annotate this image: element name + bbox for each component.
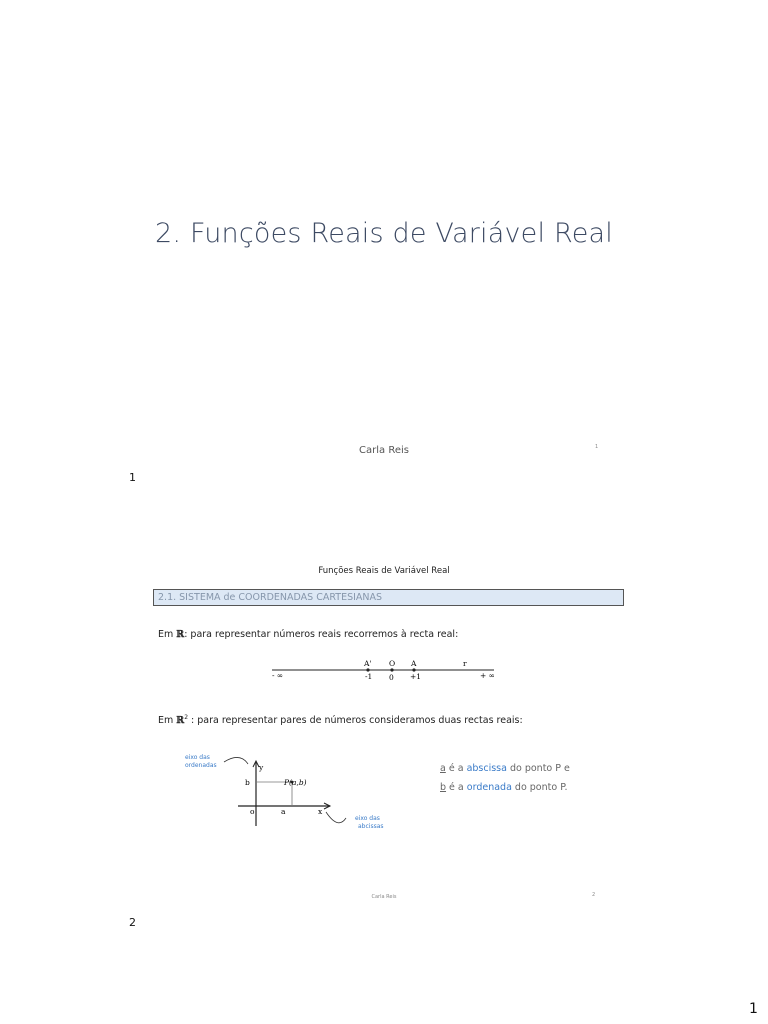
y-label: y (259, 763, 264, 772)
a-label: a (281, 807, 286, 816)
slide2-page-index: 2 (129, 916, 136, 929)
annot-abscissas-line2: abcissas (358, 823, 384, 830)
explain2-mid: é a (446, 782, 467, 793)
line-r2 (158, 714, 523, 726)
term-abscissa: abscissa (466, 763, 507, 774)
line-r-text: : para representar números reais recorremos à recta real: (184, 629, 459, 640)
annot-ordinates (185, 754, 217, 770)
explain1-mid: é a (445, 763, 467, 774)
ordinates-arrow (224, 757, 248, 764)
abscissas-arrow (326, 812, 346, 823)
slide2-header: Funções Reais de Variável Real (318, 566, 450, 576)
section-title-box (153, 589, 624, 606)
point-p-label: P(a,b) (284, 778, 307, 787)
line-r-prefix: Em (158, 629, 177, 640)
number-line (268, 656, 500, 684)
slide2-footer-author: Carla Reis (371, 894, 397, 900)
term-ordinate: ordenada (466, 782, 512, 793)
label-r: r (463, 659, 467, 668)
explain1-end: do ponto P e (506, 763, 570, 774)
origin-label: o (250, 807, 255, 816)
b-label: b (245, 778, 250, 787)
label-a-prime: A' (364, 659, 372, 668)
line-r2-text: : para representar pares de números consideramos duas rectas reais: (188, 715, 523, 727)
annot-abscissas (355, 815, 384, 831)
section-title: 2.1. SISTEMA de COORDENADAS CARTESIANAS (158, 592, 383, 603)
real-set-symbol: ℝ (176, 629, 185, 640)
slide1-number: 1 (595, 444, 599, 450)
tick-plus-one: +1 (410, 672, 422, 681)
point-o (390, 668, 393, 671)
slide1-page-index: 1 (129, 471, 136, 484)
var-b: b (440, 782, 447, 793)
plus-inf-label: + ∞ (480, 671, 495, 680)
slide1-title: 2. Funções Reais de Variável Real (155, 218, 613, 249)
page-number: 1 (749, 1001, 758, 1017)
annot-abscissas-line1: eixo das (355, 815, 380, 822)
exponent-two: 2 (184, 714, 189, 721)
slide2-number: 2 (592, 892, 596, 898)
annot-ordinates-line1: eixo das (185, 754, 210, 761)
explain2-end: do ponto P. (511, 782, 568, 793)
label-o: O (389, 659, 396, 668)
line-r (158, 629, 458, 640)
var-a: a (440, 763, 446, 774)
explain-ordinate (440, 782, 567, 793)
line-r2-prefix: Em (158, 715, 177, 727)
annot-ordinates-line2: ordenadas (185, 762, 217, 769)
slide1-author: Carla Reis (359, 445, 409, 456)
minus-inf-label: - ∞ (272, 671, 284, 680)
real-set-symbol-2: ℝ (176, 715, 185, 727)
x-label: x (318, 807, 323, 816)
label-a: A (411, 659, 417, 668)
tick-minus-one: -1 (365, 672, 373, 681)
tick-zero: 0 (389, 673, 394, 682)
explain-abscissa (440, 763, 570, 774)
